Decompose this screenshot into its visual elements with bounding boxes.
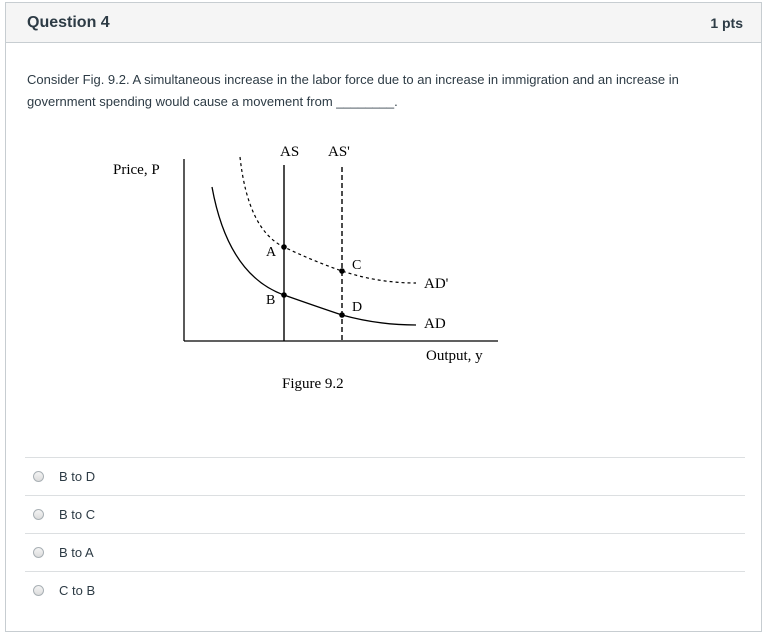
point-a [281,244,287,250]
question-title: Question 4 [27,13,110,31]
answer-option-3[interactable] [25,533,745,571]
x-axis-label: Output, y [426,348,483,364]
point-a-label: A [266,245,277,260]
ad-as-diagram [98,135,504,401]
answer-label[interactable]: C to B [59,583,96,598]
point-b-label: B [266,293,276,308]
answer-option-2[interactable] [25,495,745,533]
as-prime-label: AS' [328,144,350,160]
radio-button[interactable] [33,509,44,520]
point-c-label: C [352,258,362,273]
question-header [6,3,761,43]
answer-list [25,457,745,609]
radio-button[interactable] [33,471,44,482]
ad-prime-curve [240,157,416,283]
question-card [5,2,762,632]
point-d [339,312,345,318]
answer-option-1[interactable] [25,457,745,495]
point-d-label: D [352,300,363,315]
answer-option-4[interactable] [25,571,745,609]
figure-caption: Figure 9.2 [282,376,344,392]
figure-9-2 [98,135,504,401]
as-label: AS [280,144,300,160]
ad-prime-label: AD' [424,276,449,292]
answer-label[interactable]: B to A [59,545,94,560]
question-points: 1 pts [710,14,743,31]
ad-label: AD [424,316,446,332]
answer-label[interactable]: B to C [59,507,96,522]
y-axis-label: Price, P [113,162,160,178]
answer-label[interactable]: B to D [59,469,96,484]
radio-button[interactable] [33,585,44,596]
point-c [339,268,345,274]
radio-button[interactable] [33,547,44,558]
question-text: Consider Fig. 9.2. A simultaneous increase in the labor force due to an increase in immigration and an increase in government spending would cause a movement from ________. [27,72,679,109]
ad-curve [212,187,416,325]
point-b [281,292,287,298]
